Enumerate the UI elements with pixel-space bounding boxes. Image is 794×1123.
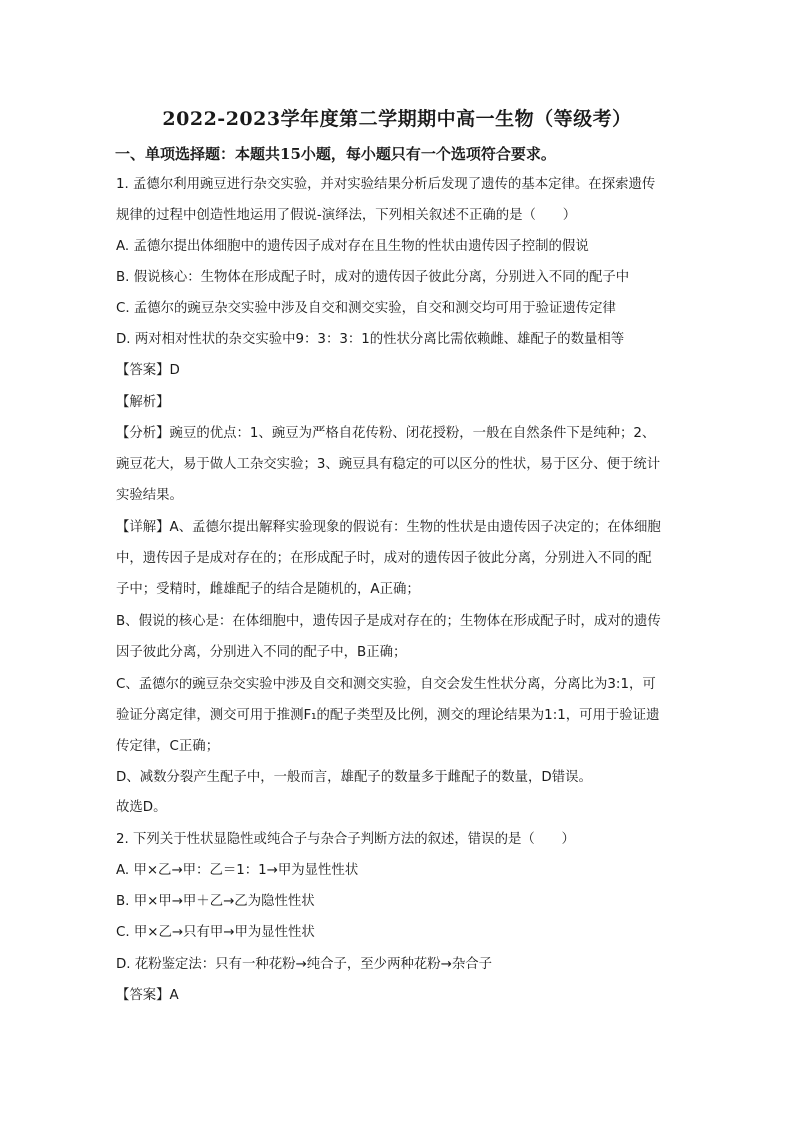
text-line: 故选D。: [116, 800, 167, 815]
text-line: C、孟德尔的豌豆杂交实验中涉及自交和测交实验，自交会发生性状分离，分离比为3:1，可: [116, 677, 656, 692]
text-line: 【分析】豌豆的优点：1、豌豆为严格自花传粉、闭花授粉，一般在自然条件下是纯种；2、: [116, 426, 656, 441]
answer-line: 【答案】A: [116, 988, 179, 1003]
text-line: D. 花粉鉴定法：只有一种花粉→纯合子，至少两种花粉→杂合子: [116, 957, 493, 972]
page-title: 2022-2023学年度第二学期期中高一生物（等级考）: [162, 108, 632, 130]
text-line: 子中；受精时，雌雄配子的结合是随机的，A正确；: [116, 582, 420, 597]
text-line: 豌豆花大，易于做人工杂交实验；3、豌豆具有稳定的可以区分的性状，易于区分、便于统计: [116, 457, 661, 472]
text-line: 验证分离定律，测交可用于推测F₁的配子类型及比例，测交的理论结果为1:1，可用于验证遗: [116, 708, 660, 723]
text-line: 中，遗传因子是成对存在的；在形成配子时，成对的遗传因子彼此分离，分别进入不同的配: [116, 551, 652, 566]
text-line: D、减数分裂产生配子中，一般而言，雄配子的数量多于雌配子的数量，D错误。: [116, 770, 592, 785]
text-line: B. 甲×甲→甲＋乙→乙为隐性性状: [116, 894, 315, 909]
text-line: 因子彼此分离，分别进入不同的配子中，B正确；: [116, 645, 407, 660]
answer-line: 【答案】D: [116, 363, 180, 378]
text-line: 传定律，C正确；: [116, 739, 220, 754]
text-line: A. 甲×乙→甲：乙＝1：1→甲为显性性状: [116, 863, 359, 878]
analysis-heading: 【解析】: [116, 395, 170, 410]
text-line: 规律的过程中创造性地运用了假说-演绎法，下列相关叙述不正确的是（ ）: [116, 208, 577, 223]
text-line: B. 假说核心：生物体在形成配子时，成对的遗传因子彼此分离，分别进入不同的配子中: [116, 270, 630, 285]
text-line: 【详解】A、孟德尔提出解释实验现象的假说有：生物的性状是由遗传因子决定的；在体细胞: [116, 520, 661, 535]
text-line: C. 甲×乙→只有甲→甲为显性性状: [116, 925, 315, 940]
section-heading: 一、单项选择题：本题共15小题，每小题只有一个选项符合要求。: [115, 145, 556, 163]
text-line: C. 孟德尔的豌豆杂交实验中涉及自交和测交实验，自交和测交均可用于验证遗传定律: [116, 301, 616, 316]
text-line: A. 孟德尔提出体细胞中的遗传因子成对存在且生物的性状由遗传因子控制的假说: [116, 239, 589, 254]
text-line: 2. 下列关于性状显隐性或纯合子与杂合子判断方法的叙述，错误的是（ ）: [116, 832, 575, 847]
text-line: D. 两对相对性状的杂交实验中9：3：3：1的性状分离比需依赖雌、雄配子的数量相等: [116, 332, 625, 347]
text-line: B、假说的核心是：在体细胞中，遗传因子是成对存在的；生物体在形成配子时，成对的遗传: [116, 614, 661, 629]
text-line: 实验结果。: [116, 488, 183, 503]
text-line: 1. 孟德尔利用豌豆进行杂交实验，并对实验结果分析后发现了遗传的基本定律。在探索遗传: [116, 177, 656, 192]
